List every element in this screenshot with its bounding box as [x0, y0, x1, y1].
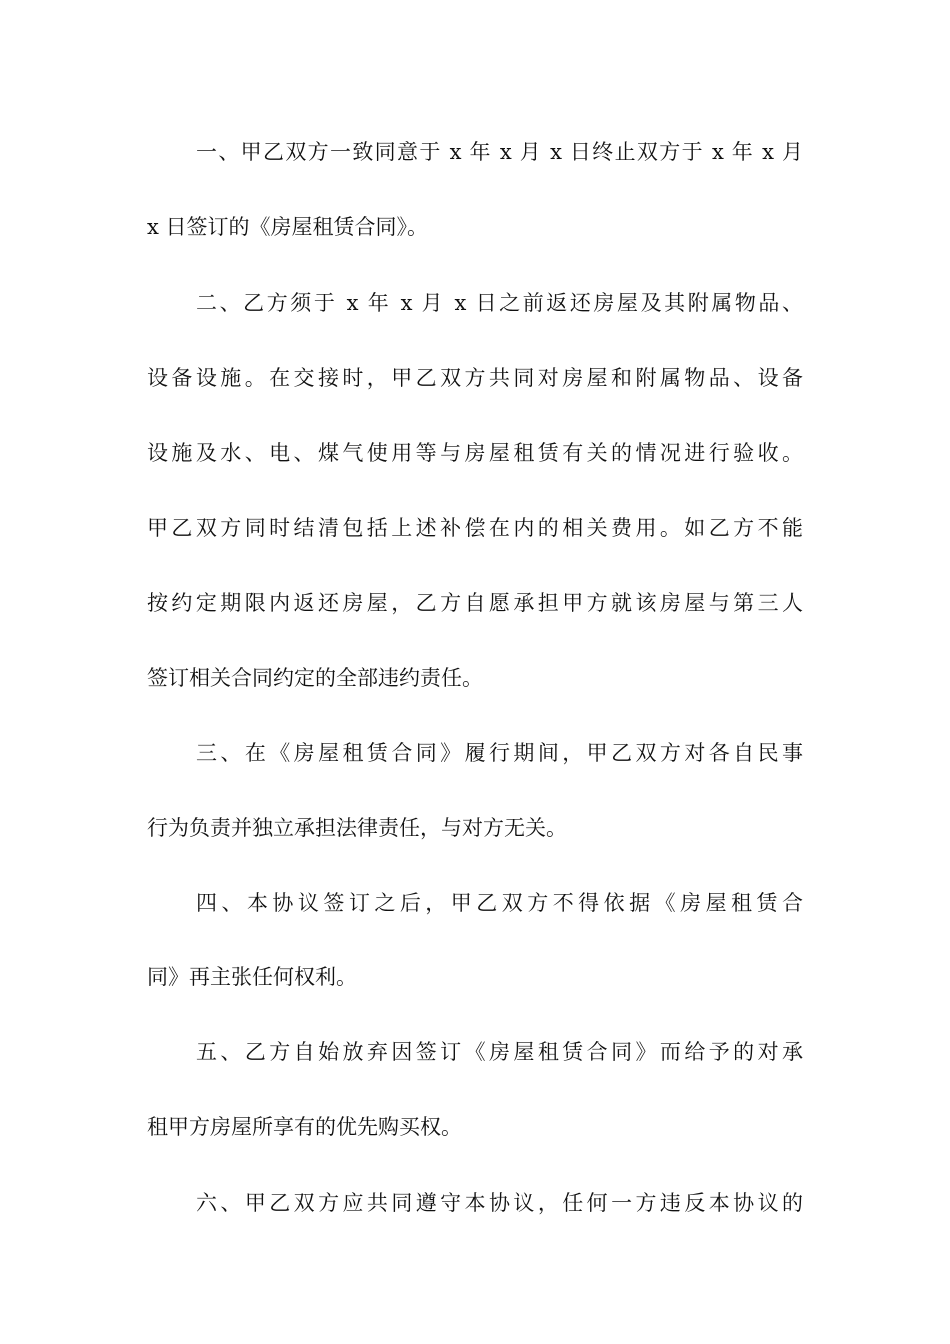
paragraph-line: 六、甲乙双方应共同遵守本协议，任何一方违反本协议的 — [196, 1191, 803, 1215]
paragraph-line: 签订相关合同约定的全部违约责任。 — [147, 666, 483, 690]
paragraph-line: 设施及水、电、煤气使用等与房屋租赁有关的情况进行验收。 — [147, 441, 803, 465]
paragraph-line: 同》再主张任何权利。 — [147, 965, 357, 989]
paragraph-line: 二、乙方须于 x 年 x 月 x 日之前返还房屋及其附属物品、 — [196, 291, 803, 315]
paragraph-line: 甲乙双方同时结清包括上述补偿在内的相关费用。如乙方不能 — [147, 516, 803, 540]
paragraph-line: 设备设施。在交接时，甲乙双方共同对房屋和附属物品、设备 — [147, 366, 803, 390]
paragraph-line: 五、乙方自始放弃因签订《房屋租赁合同》而给予的对承 — [196, 1040, 803, 1064]
paragraph-line: 三、在《房屋租赁合同》履行期间，甲乙双方对各自民事 — [196, 741, 803, 765]
paragraph-line: 四、本协议签订之后，甲乙双方不得依据《房屋租赁合 — [196, 891, 803, 915]
paragraph-line: 租甲方房屋所享有的优先购买权。 — [147, 1115, 462, 1139]
paragraph-line: x 日签订的《房屋租赁合同》。 — [147, 215, 429, 239]
paragraph-line: 按约定期限内返还房屋，乙方自愿承担甲方就该房屋与第三人 — [147, 591, 803, 615]
paragraph-line: 行为负责并独立承担法律责任，与对方无关。 — [147, 816, 567, 840]
paragraph-line: 一、甲乙双方一致同意于 x 年 x 月 x 日终止双方于 x 年 x 月 — [196, 140, 803, 164]
